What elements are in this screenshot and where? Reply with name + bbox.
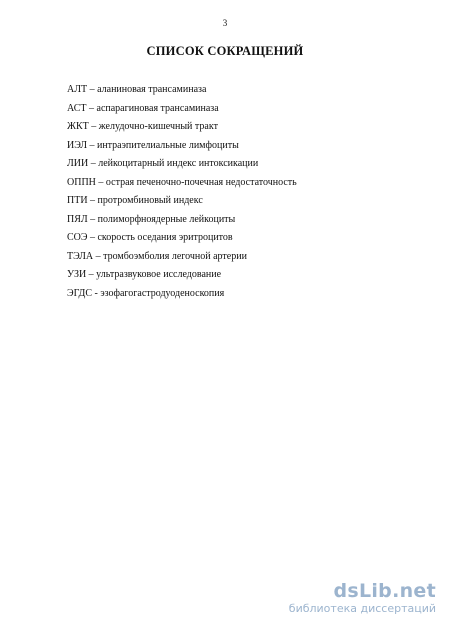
abbreviation-item: АСТ – аспарагиновая трансаминаза — [67, 102, 219, 114]
abbreviation-item: ЖКТ – желудочно-кишечный тракт — [67, 121, 218, 132]
abbreviation-item: СОЭ – скорость оседания эритроцитов — [67, 232, 233, 243]
watermark-logo: dsLib.net — [333, 580, 436, 602]
abbreviation-item: АЛТ – аланиновая трансаминаза — [67, 84, 207, 95]
watermark-tagline: библиотека диссертаций — [288, 602, 436, 615]
page-title: СПИСОК СОКРАЩЕНИЙ — [146, 44, 304, 58]
abbreviation-item: ТЭЛА – тромбоэмболия легочной артерии — [67, 250, 247, 262]
abbreviation-item: ОППН – острая печеночно-почечная недостаточность — [67, 176, 297, 188]
abbreviation-item: УЗИ – ультразвуковое исследование — [67, 269, 222, 280]
abbreviation-item: ЭГДС - эзофагогастродуоденоскопия — [67, 287, 225, 299]
abbreviation-item: ПТИ – протромбиновый индекс — [67, 195, 203, 206]
abbreviation-item: ЛИИ – лейкоцитарный индекс интоксикации — [67, 158, 259, 169]
abbreviation-item: ПЯЛ – полиморфноядерные лейкоциты — [67, 213, 236, 225]
abbreviation-item: ИЭЛ – интраэпителиальные лимфоциты — [67, 139, 239, 151]
abbreviation-list — [67, 81, 297, 303]
page-number: 3 — [222, 18, 228, 28]
watermark — [289, 580, 436, 616]
